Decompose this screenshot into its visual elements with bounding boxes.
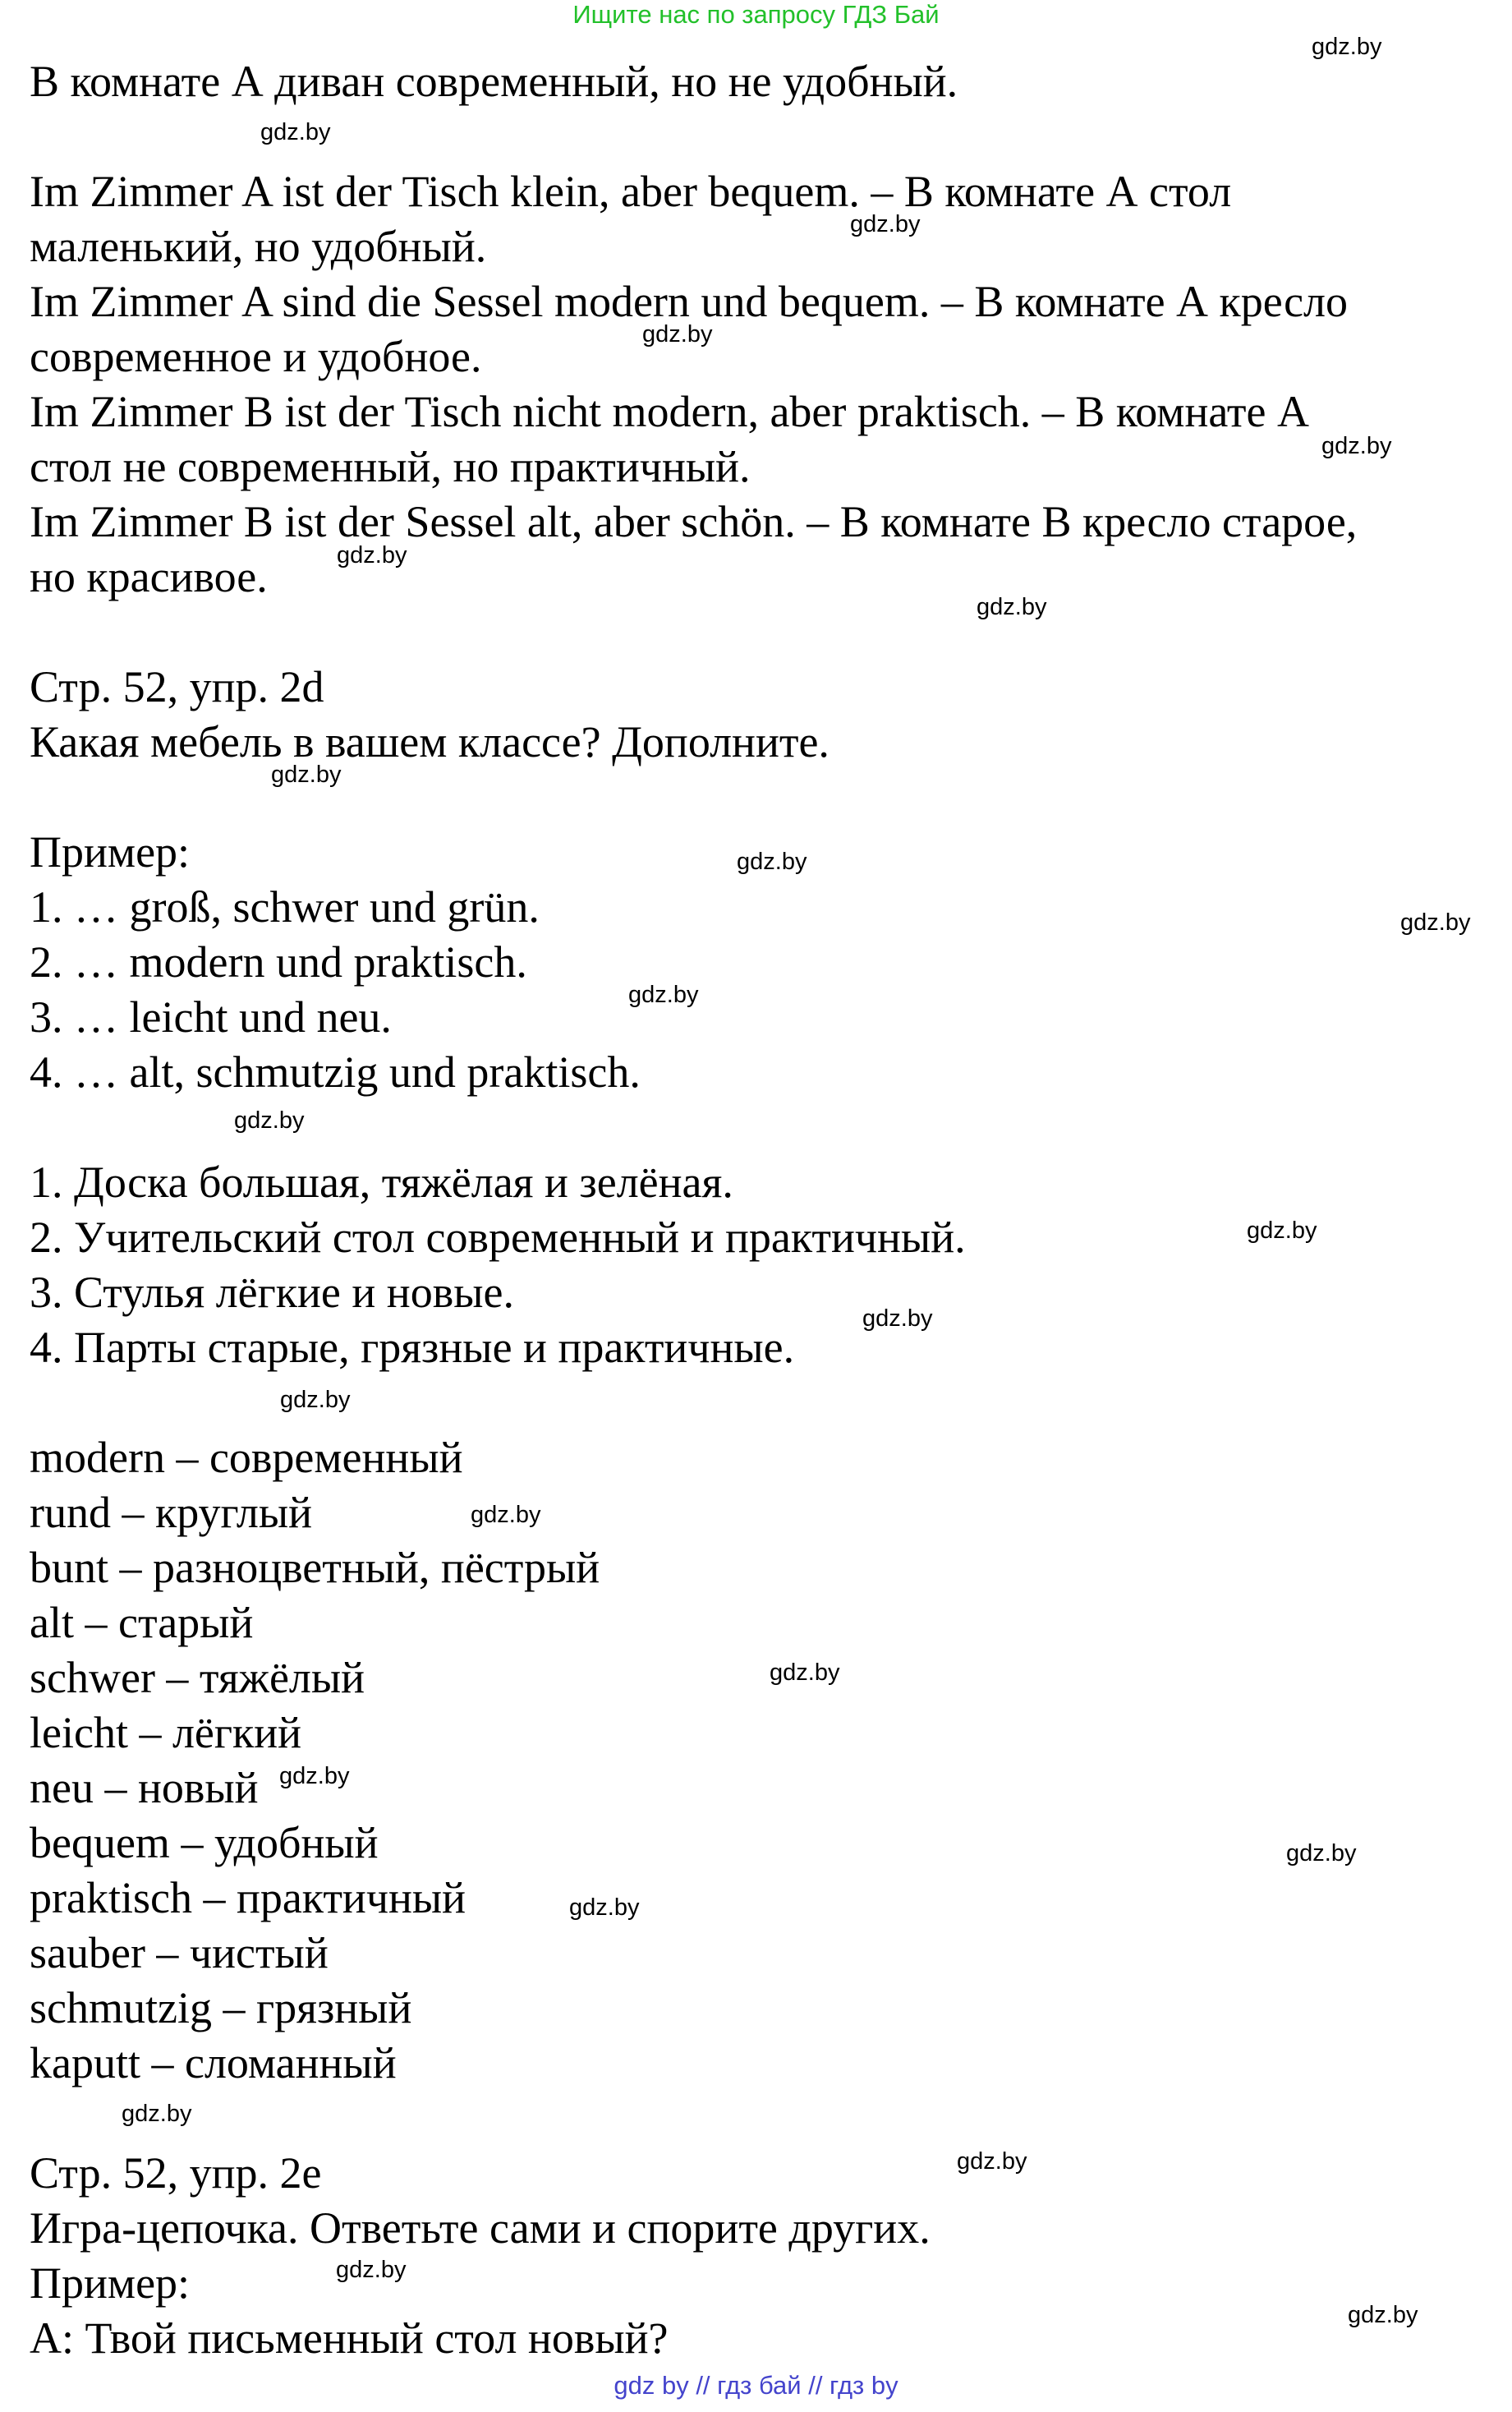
watermark: gdz.by: [271, 762, 342, 788]
watermark: gdz.by: [737, 849, 807, 875]
text-line: Im Zimmer B ist der Sessel alt, aber schön. – В комнате В кресло старое,: [30, 497, 1358, 546]
vocab-item: sauber – чистый: [30, 1928, 329, 1977]
watermark: gdz.by: [770, 1659, 840, 1686]
text-line: но красивое.: [30, 552, 268, 601]
vocab-item: schmutzig – грязный: [30, 1983, 412, 2032]
spacer: [30, 109, 1500, 164]
example-item: 1. … groß, schwer und grün.: [30, 882, 540, 932]
document-body: [30, 54, 1500, 2366]
section-heading: Стр. 52, упр. 2d: [30, 662, 324, 711]
example-item: 2. … modern und praktisch.: [30, 937, 527, 987]
vocab-item: alt – старый: [30, 1598, 254, 1647]
text-line: Im Zimmer B ist der Tisch nicht modern, aber praktisch. – В комнате А: [30, 387, 1309, 436]
example-line: A: Твой письменный стол новый?: [30, 2313, 669, 2363]
watermark: gdz.by: [280, 1387, 351, 1413]
watermark: gdz.by: [977, 594, 1047, 620]
watermark: gdz.by: [642, 321, 713, 348]
watermark: gdz.by: [957, 2148, 1027, 2175]
watermark: gdz.by: [850, 211, 921, 237]
spacer: [30, 770, 1500, 825]
vocab-item: bunt – разноцветный, пёстрый: [30, 1543, 600, 1592]
text-line: В комнате А диван современный, но не удобный.: [30, 57, 958, 106]
watermark: gdz.by: [569, 1894, 640, 1921]
section-heading: Стр. 52, упр. 2e: [30, 2148, 322, 2198]
answer-item: 3. Стулья лёгкие и новые.: [30, 1268, 514, 1317]
watermark: gdz.by: [279, 1763, 350, 1789]
vocab-item: leicht – лёгкий: [30, 1708, 302, 1757]
watermark: gdz.by: [122, 2101, 192, 2127]
task-text: Какая мебель в вашем классе? Дополните.: [30, 717, 830, 766]
watermark: gdz.by: [337, 542, 407, 568]
text-line: стол не современный, но практичный.: [30, 442, 751, 491]
watermark: gdz.by: [1286, 1840, 1357, 1867]
watermark: gdz.by: [628, 982, 699, 1008]
top-banner: Ищите нас по запросу ГДЗ Бай: [572, 0, 940, 29]
vocab-item: schwer – тяжёлый: [30, 1653, 365, 1702]
watermark: gdz.by: [1312, 34, 1382, 60]
example-label: Пример:: [30, 827, 191, 877]
text-line: Im Zimmer A ist der Tisch klein, aber bequem. – В комнате А стол: [30, 167, 1232, 216]
watermark: gdz.by: [1348, 2302, 1418, 2328]
task-text: Игра-цепочка. Ответьте сами и спорите других.: [30, 2203, 931, 2253]
watermark: gdz.by: [1400, 909, 1471, 936]
watermark: gdz.by: [1247, 1218, 1317, 1244]
vocab-item: neu – новый: [30, 1763, 259, 1812]
watermark: gdz.by: [260, 119, 331, 145]
text-line: Im Zimmer A sind die Sessel modern und bequem. – В комнате А кресло: [30, 277, 1348, 326]
answer-item: 2. Учительский стол современный и практичный.: [30, 1213, 966, 1262]
spacer: [30, 605, 1500, 660]
spacer: [30, 2091, 1500, 2146]
text-line: современное и удобное.: [30, 332, 482, 381]
text-line: маленький, но удобный.: [30, 222, 487, 271]
vocab-item: modern – современный: [30, 1433, 463, 1482]
example-item: 3. … leicht und neu.: [30, 992, 392, 1042]
example-label: Пример:: [30, 2258, 191, 2308]
answer-item: 4. Парты старые, грязные и практичные.: [30, 1323, 795, 1372]
footer-links: gdz by // гдз бай // гдз by: [614, 2371, 898, 2400]
watermark: gdz.by: [471, 1502, 541, 1528]
watermark: gdz.by: [862, 1305, 933, 1332]
spacer: [30, 1375, 1500, 1430]
answer-item: 1. Доска большая, тяжёлая и зелёная.: [30, 1158, 733, 1207]
vocab-item: rund – круглый: [30, 1488, 313, 1537]
vocab-item: kaputt – сломанный: [30, 2038, 397, 2087]
watermark: gdz.by: [336, 2257, 407, 2283]
vocab-item: bequem – удобный: [30, 1818, 379, 1867]
watermark: gdz.by: [1321, 433, 1392, 459]
example-item: 4. … alt, schmutzig und praktisch.: [30, 1047, 641, 1097]
vocab-item: praktisch – практичный: [30, 1873, 466, 1922]
watermark: gdz.by: [234, 1107, 305, 1134]
